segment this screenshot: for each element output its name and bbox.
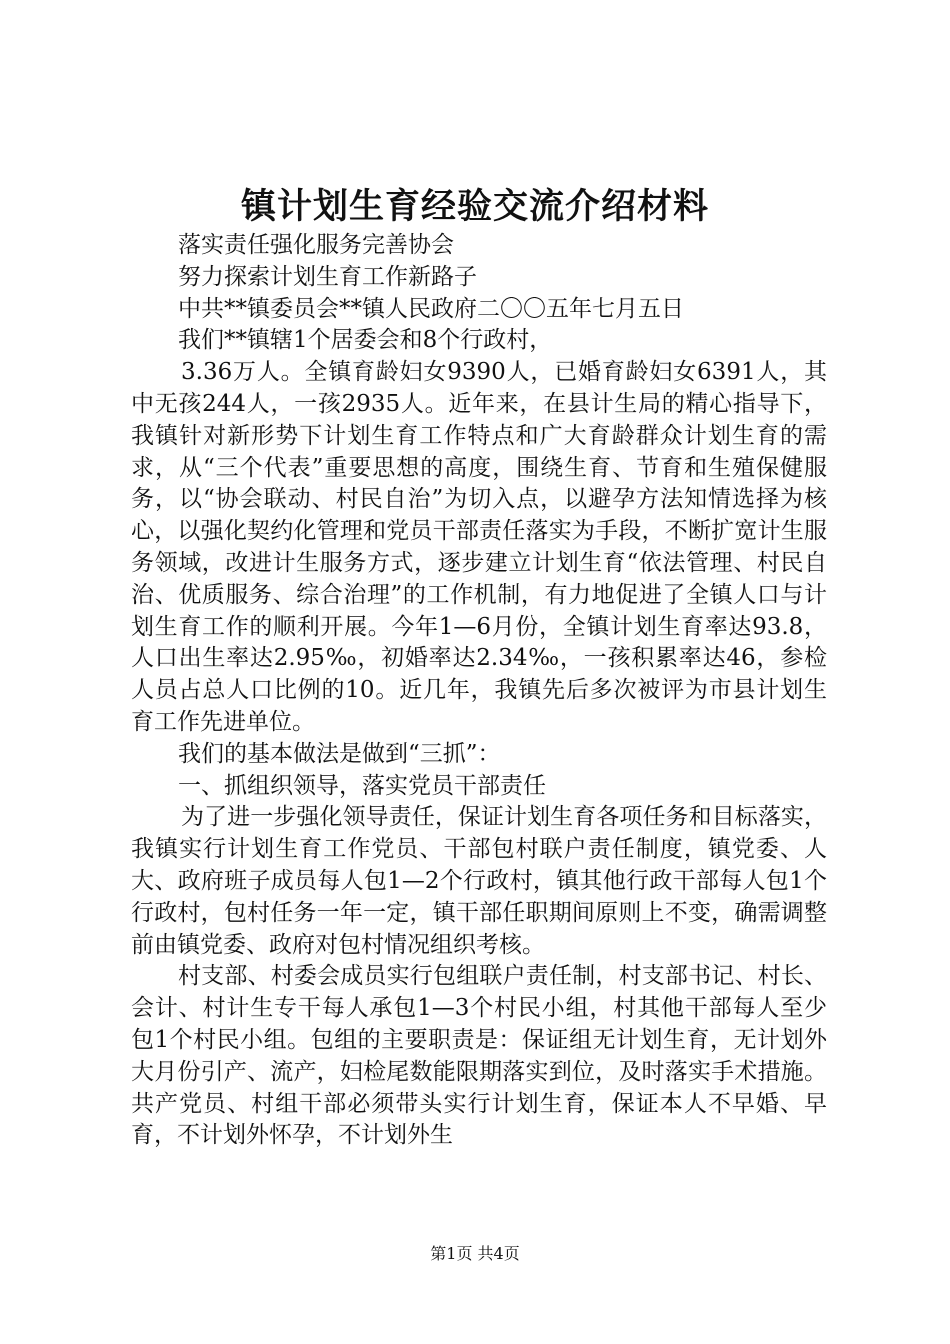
paragraph: 中共**镇委员会**镇人民政府二〇〇五年七月五日 xyxy=(178,295,684,322)
document-title: 镇计划生育经验交流介绍材料 xyxy=(240,186,709,227)
document-body xyxy=(131,230,827,1152)
paragraph: 我们的基本做法是做到“三抓”： xyxy=(178,740,501,767)
paragraph: 为了进一步强化领导责任，保证计划生育各项任务和目标落实，我镇实行计划生育工作党员、干部包村联户责任制度，镇党委、人大、政府班子成员每人包1—2个行政村，镇其他行政干部每人包1个行政村，包村任务一年一定，镇干部任职期间原则上不变，确需调整前由镇党委、政府对包村情况组织考核。 xyxy=(131,804,827,958)
page-footer: 第1页 共4页 xyxy=(430,1244,520,1263)
paragraph: 我们**镇辖1个居委会和8个行政村， xyxy=(178,327,553,354)
paragraph: 3.36万人。全镇育龄妇女9390人，已婚育龄妇女6391人，其中无孩244人，一孩2935人。近年来，在县计生局的精心指导下，我镇针对新形势下计划生育工作特点和广大育龄群众计划生育的需求，从“三个代表”重要思想的高度，围绕生育、节育和生殖保健服务，以“协会联动、村民自治”为切入点，以避孕方法知情选择为核心，以强化契约化管理和党员干部责任落实为手段，不断扩宽计生服务领域，改进计生服务方式，逐步建立计划生育“依法管理、村民自治、优质服务、综合治理”的工作机制，有力地促进了全镇人口与计划生育工作的顺利开展。今年1—6月份，全镇计划生育率达93.8，人口出生率达2.95‰，初婚率达2.34‰，一孩积累率达46，参检人员占总人口比例的10。近几年，我镇先后多次被评为市县计划生育工作先进单位。 xyxy=(131,359,827,735)
section-heading: 一、抓组织领导，落实党员干部责任 xyxy=(178,772,546,799)
paragraph: 努力探索计划生育工作新路子 xyxy=(178,263,477,290)
paragraph: 落实责任强化服务完善协会 xyxy=(178,232,454,258)
paragraph: 村支部、村委会成员实行包组联户责任制，村支部书记、村长、会计、村计生专干每人承包1—3个村民小组，村其他干部每人至少包1个村民小组。包组的主要职责是：保证组无计划生育，无计划外大月份引产、流产，妇检尾数能限期落实到位，及时落实手术措施。共产党员、村组干部必须带头实行计划生育，保证本人不早婚、早育，不计划外怀孕，不计划外生 xyxy=(131,963,827,1149)
